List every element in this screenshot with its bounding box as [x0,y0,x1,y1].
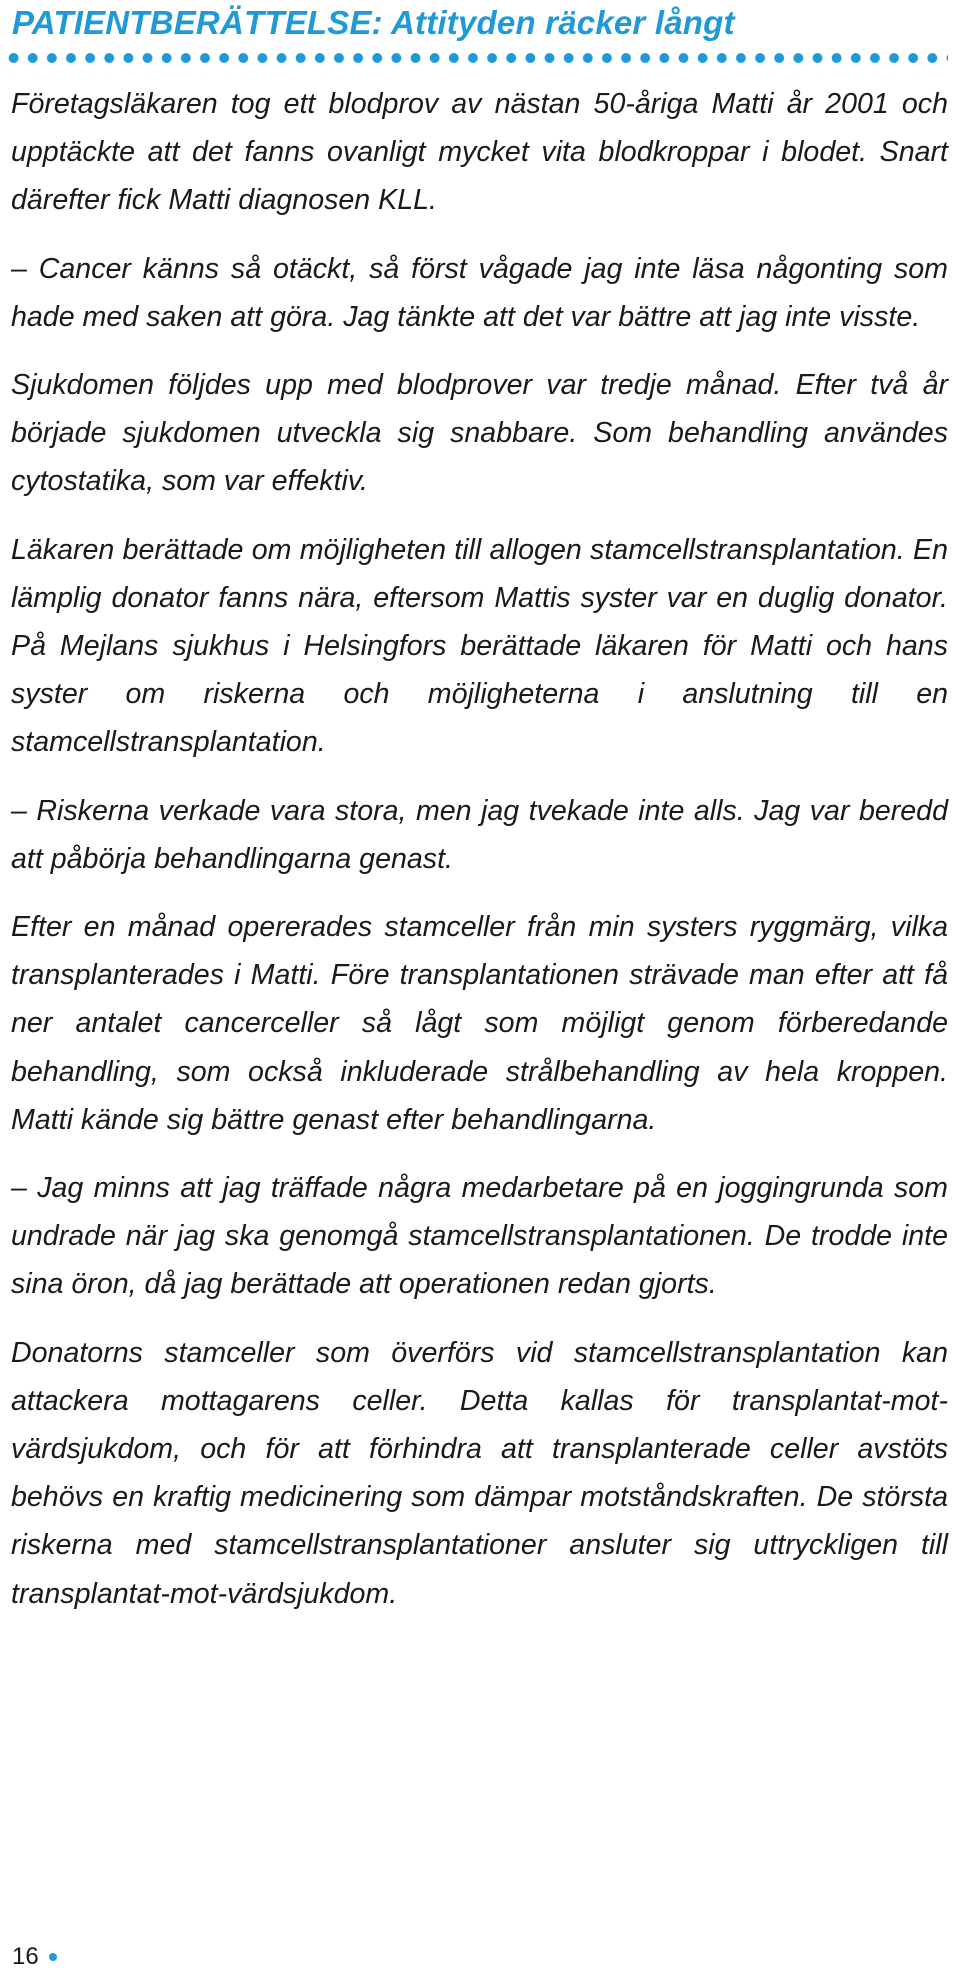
page-number: 16 [12,1943,39,1970]
paragraph-3: Sjukdomen följdes upp med blodprover var tredje månad. Efter två år började sjukdomen utveckla sig snabbare. Som behandling användes cytostatika, som var effektiv. [11,369,948,498]
paragraph-7: – Jag minns att jag träffade några medarbetare på en joggingrunda som undrade när jag ska genomgå stamcellstransplantationen. De trodde inte sina öron, då jag berättade att operationen redan gjorts. [11,1172,948,1301]
paragraph-6: Efter en månad opererades stamceller från min systers ryggmärg, vilka transplanterades i Matti. Före transplantationen strävade man efter att få ner antalet cancerceller så lågt som möjligt genom förberedande behandling, som också inkluderade strålbehandling av hela kroppen. Matti kände sig bättre genast efter behandlingarna. [11,911,948,1136]
paragraph-8: Donatorns stamceller som överförs vid stamcellstransplantation kan attackera mottagarens celler. Detta kallas för transplantat-mot-värdsjukdom, och för att förhindra att transplanterade celler avstöts behövs en kraftig medicinering som dämpar motståndskraften. De största riskerna med stamcellstransplantationer ansluter sig uttryckligen till transplantat-mot-värdsjukdom. [11,1336,948,1610]
bullet-dot-icon [49,1953,57,1961]
paragraph-4: Läkaren berättade om möjligheten till allogen stamcellstransplantation. En lämplig donator fanns nära, eftersom Mattis syster var en duglig donator. På Mejlans sjukhus i Helsingfors berättade läkaren för Matti och hans syster om riskerna och möjligheterna i anslutning till en stamcellstransplantation. [11,533,948,759]
paragraph-2: – Cancer känns så otäckt, så först vågade jag inte läsa någonting som hade med saken att göra. Jag tänkte att det var bättre att jag inte visste. [11,252,948,333]
page-footer [12,1944,57,1970]
paragraph-1: Företagsläkaren tog ett blodprov av nästan 50-åriga Matti år 2001 och upptäckte att det fanns ovanligt mycket vita blodkroppar i blodet. Snart därefter fick Matti diagnosen KLL. [11,88,948,217]
dotted-divider [4,52,948,64]
paragraph-5: – Riskerna verkade vara stora, men jag tvekade inte alls. Jag var beredd att påbörja behandlingarna genast. [11,794,948,875]
page-title: PATIENTBERÄTTELSE: Attityden räcker långt [12,4,735,41]
story-body [11,80,948,1638]
